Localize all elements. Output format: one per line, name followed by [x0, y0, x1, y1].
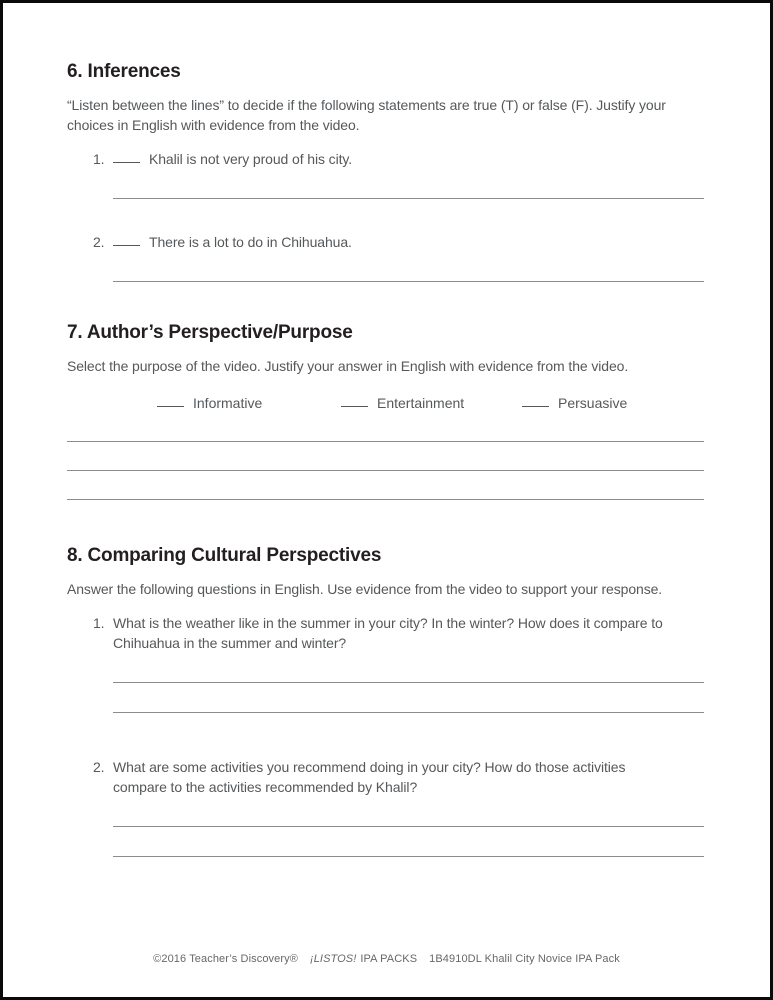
section-intro: Select the purpose of the video. Justify your answer in English with evidence from the video.	[67, 358, 629, 374]
justification-line	[67, 442, 704, 471]
purpose-options-row	[157, 393, 704, 413]
justification-line	[67, 413, 704, 442]
footer-copyright: ©2016 Teacher’s Discovery®	[153, 953, 298, 965]
question-item	[67, 613, 704, 653]
spacer	[67, 500, 704, 545]
true-false-item	[67, 149, 704, 169]
true-false-blank	[113, 149, 140, 163]
option-label: Entertainment	[377, 395, 465, 411]
spacer	[67, 713, 704, 757]
item-number: 2.	[93, 759, 105, 775]
true-false-item	[67, 232, 704, 252]
true-false-blank	[113, 232, 140, 246]
justification-line	[113, 252, 704, 282]
section-heading: 6. Inferences	[67, 61, 181, 82]
spacer	[67, 199, 704, 232]
page-footer	[3, 953, 770, 965]
option-label: Informative	[193, 395, 263, 411]
statement-text: There is a lot to do in Chihuahua.	[149, 234, 352, 250]
question-item	[67, 757, 704, 797]
spacer	[67, 282, 704, 322]
item-number: 1.	[93, 615, 105, 631]
option-label: Persuasive	[558, 395, 628, 411]
item-number: 2.	[93, 234, 105, 250]
response-line	[113, 683, 704, 713]
section-intro: “Listen between the lines” to decide if the following statements are true (T) or false (F). Justify your choices in English with evidence from the video.	[67, 97, 666, 133]
response-line	[113, 653, 704, 683]
section-heading: 7. Author’s Perspective/Purpose	[67, 322, 353, 343]
statement-text: Khalil is not very proud of his city.	[149, 151, 353, 167]
question-text: What is the weather like in the summer in your city? In the winter? How does it compare to Chihuahua in the summer and winter?	[113, 615, 663, 651]
checkmark-blank	[157, 393, 184, 407]
section-heading: 8. Comparing Cultural Perspectives	[67, 545, 382, 566]
section-comparing-cultural-perspectives	[67, 545, 704, 857]
checkmark-blank	[341, 393, 368, 407]
section-inferences	[67, 61, 704, 282]
response-line	[113, 797, 704, 827]
page-content	[3, 3, 770, 857]
response-line	[113, 827, 704, 857]
purpose-option	[341, 393, 522, 413]
question-text: What are some activities you recommend doing in your city? How do those activities compare to the activities recommended by Khalil?	[113, 759, 626, 795]
checkmark-blank	[522, 393, 549, 407]
justification-line	[67, 471, 704, 500]
section-authors-perspective	[67, 322, 704, 500]
justification-line	[113, 169, 704, 199]
footer-brand: ¡LISTOS!	[309, 953, 357, 965]
item-number: 1.	[93, 151, 105, 167]
footer-brand-suffix: IPA PACKS	[360, 953, 418, 965]
section-intro: Answer the following questions in English. Use evidence from the video to support your response.	[67, 581, 663, 597]
purpose-option	[157, 393, 341, 413]
footer-product-code: 1B4910DL Khalil City Novice IPA Pack	[429, 953, 620, 965]
purpose-option	[522, 393, 627, 413]
